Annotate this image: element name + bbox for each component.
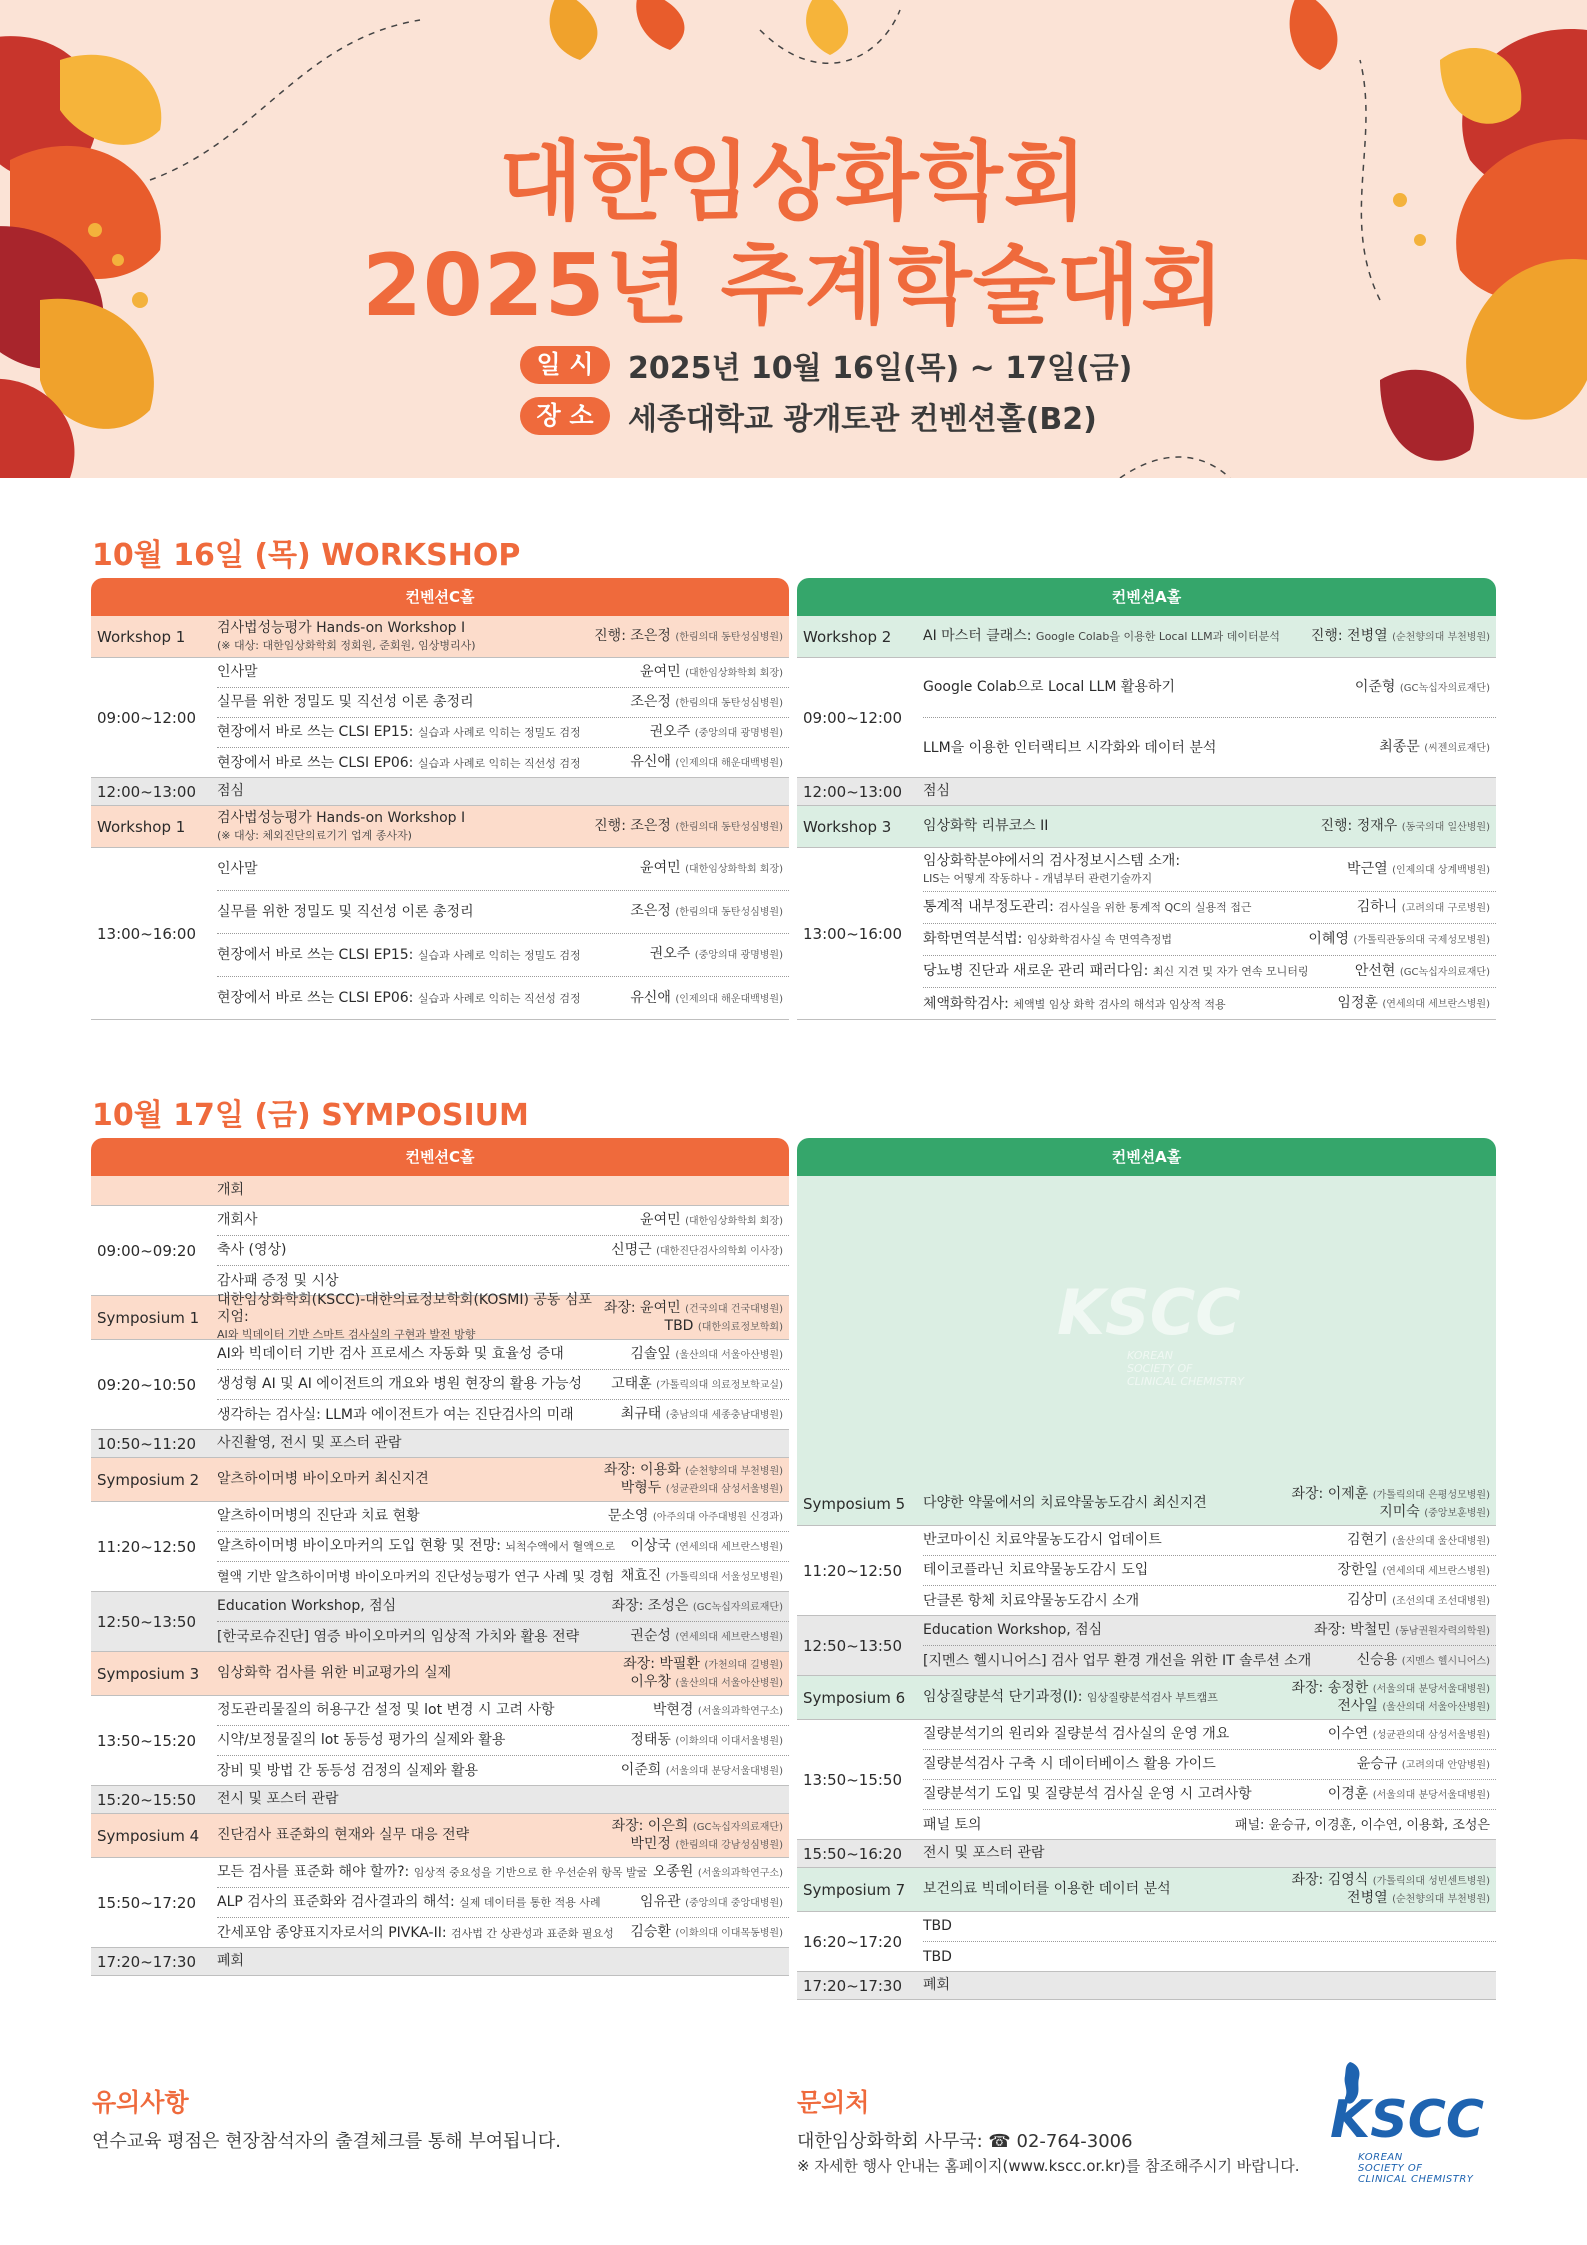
session-label: Workshop 1: [97, 627, 186, 646]
hall-c-header: 컨벤션C홀: [91, 1138, 789, 1176]
symposium6-row: Symposium 6 임상질량분석 단기과정(I): 임상질량분석검사 부트캠프 좌장: 송정한 (서울의대 분당서울대병원) 전사일 (울산의대 서울아산병원): [797, 1676, 1496, 1720]
time-slot: 09:00~12:00: [97, 708, 197, 727]
list-item: Education Workshop, 점심 좌장: 박철민 (동남권원자력의학원): [923, 1616, 1496, 1646]
notice-title: 유의사항: [92, 2088, 189, 2117]
break-row: 10:50~11:20 사진촬영, 전시 및 포스터 관람: [91, 1430, 789, 1458]
contact-note: ※ 자세한 행사 안내는 홈페이지(www.kscc.or.kr)를 참조해주시기 바랍니다.: [797, 2157, 1300, 2175]
workshop2-row: Workshop 2 AI 마스터 클래스: Google Colab을 이용한 Local LLM과 데이터분석 진행: 전병열 (순천향의대 부천병원): [797, 616, 1496, 658]
list-item: TBD: [923, 1948, 952, 1965]
list-item: 실무를 위한 정밀도 및 직선성 이론 총정리 조은정 (한림의대 동탄성심병원): [217, 688, 789, 718]
session-title: 검사법성능평가 Hands-on Workshop I (※ 대상: 대한임상화학회 정회원, 준회원, 임상병리사): [217, 619, 476, 652]
session-block: 11:20~12:50 반코마이신 치료약물농도감시 업데이트 김현기 (울산의대 울산대병원) 테이코플라닌 치료약물농도감시 도입 장한일 (연세의대 세브란스병원) 단클론 항체 치료약물농도감시 소개 김상미 (조선의대 조선대병원): [797, 1526, 1496, 1616]
session-block: 15:50~17:20 모든 검사를 표준화 해야 할까?: 임상적 중요성을 기반으로 한 우선순위 항목 발굴 오종원 (서울의과학연구소) ALP 검사의 표준화와 검사결과의 해석: 실제 데이터를 통한 적용 사례 임유관 (중앙의대 중앙대병원) 간세포암 종양표지자로서의 PIVKA-II: 검사법 간 상관성과 표준화 필요성 김승환 (이화의대 이대목동병원): [91, 1858, 789, 1948]
list-item: 통계적 내부정도관리: 검사실을 위한 통계적 QC의 실용적 접근 김하니 (고려의대 구로병원): [923, 892, 1496, 924]
symposium4-row: Symposium 4 진단검사 표준화의 현재와 실무 대응 전략 좌장: 이은희 (GC녹십자의료재단) 박민정 (한림의대 강남성심병원): [91, 1814, 789, 1858]
list-item: [지멘스 헬시니어스] 검사 업무 환경 개선을 위한 IT 솔루션 소개 신승용 (지멘스 헬시니어스): [923, 1652, 1490, 1669]
list-item: 생성형 AI 및 AI 에이전트의 개요와 병원 현장의 활용 가능성 고태훈 (가톨릭의대 의료정보학교실): [217, 1370, 789, 1400]
session-chair: 진행: 조은정 (한림의대 동탄성심병원): [594, 627, 783, 644]
list-item: 축사 (영상) 신명근 (대한진단검사의학회 이사장): [217, 1236, 789, 1266]
list-item: 개회사 윤여민 (대한임상화학회 회장): [217, 1206, 789, 1236]
list-item: 정도관리물질의 허용구간 설정 및 lot 변경 시 고려 사항 박현경 (서울의과학연구소): [217, 1696, 789, 1726]
list-item: 반코마이신 치료약물농도감시 업데이트 김현기 (울산의대 울산대병원): [923, 1526, 1496, 1556]
session-block: 13:00~16:00 인사말 윤여민 (대한임상화학회 회장) 실무를 위한 정밀도 및 직선성 이론 총정리 조은정 (한림의대 동탄성심병원) 현장에서 바로 쓰는 CLSI EP15: 실습과 사례로 익히는 정밀도 검정 권오주 (중앙의대 광명병원) 현장에서 바로 쓰는 CLSI EP06: 실습과 사례로 익히는 직선성 검정 유신애 (인제의대 해운대백병원): [91, 848, 789, 1020]
date-label: 일 시: [520, 346, 610, 384]
list-item: 생각하는 검사실: LLM과 에이전트가 여는 진단검사의 미래 최규태 (충남의대 세종충남대병원): [217, 1406, 783, 1423]
date-row: [520, 345, 1132, 385]
list-item: TBD: [923, 1912, 1496, 1942]
list-item: 질량분석기의 원리와 질량분석 검사실의 운영 개요 이수연 (성균관의대 삼성서울병원): [923, 1720, 1496, 1750]
list-item: 모든 검사를 표준화 해야 할까?: 임상적 중요성을 기반으로 한 우선순위 항목 발굴 오종원 (서울의과학연구소): [217, 1858, 789, 1888]
day2-hall-c-table: [91, 1138, 789, 1976]
break-row: 15:50~16:20 전시 및 포스터 관람: [797, 1840, 1496, 1868]
contact-title: 문의처: [797, 2088, 870, 2117]
education-block: 12:50~13:50 Education Workshop, 점심 좌장: 박철민 (동남권원자력의학원) [지멘스 헬시니어스] 검사 업무 환경 개선을 위한 IT 솔루션 소개 신승용 (지멘스 헬시니어스): [797, 1616, 1496, 1676]
symposium7-row: Symposium 7 보건의료 빅데이터를 이용한 데이터 분석 좌장: 김영식 (가톨릭의대 성빈센트병원) 전병열 (순천향의대 부천병원): [797, 1868, 1496, 1912]
closing-row: 17:20~17:30 폐회: [91, 1948, 789, 1976]
event-title-line2: 2025년 추계학술대회: [362, 236, 1225, 336]
list-item: ALP 검사의 표준화와 검사결과의 해석: 실제 데이터를 통한 적용 사례 임유관 (중앙의대 중앙대병원): [217, 1888, 789, 1918]
day1-hall-c-table: [91, 578, 789, 1020]
venue-label: 장 소: [520, 397, 610, 435]
notice-text: 연수교육 평점은 현장참석자의 출결체크를 통해 부여됩니다.: [92, 2131, 562, 2152]
session-block: 09:00~09:20 개회사 윤여민 (대한임상화학회 회장) 축사 (영상) 신명근 (대한진단검사의학회 이사장) 감사패 증정 및 시상: [91, 1206, 789, 1296]
list-item: 현장에서 바로 쓰는 CLSI EP06: 실습과 사례로 익히는 직선성 검정 유신애 (인제의대 해운대백병원): [217, 754, 783, 771]
workshop1-row: [91, 616, 789, 658]
day1-hall-a-table: [797, 578, 1496, 1020]
list-item: 임상화학분야에서의 검사정보시스템 소개: LIS는 어떻게 작동하나 - 개념부터 관련기술까지 박근열 (인제의대 상계백병원): [923, 848, 1496, 892]
header-banner: [0, 0, 1587, 478]
watermark-area: [797, 1176, 1496, 1482]
symposium2-row: Symposium 2 알츠하이머병 바이오마커 최신지견 좌장: 이용화 (순천향의대 부천병원) 박형두 (성균관의대 삼성서울병원): [91, 1458, 789, 1502]
session-block: 16:20~17:20 TBD TBD: [797, 1912, 1496, 1972]
list-item: [한국로슈진단] 염증 바이오마커의 임상적 가치와 활용 전략 권순성 (연세의대 세브란스병원): [217, 1628, 783, 1645]
list-item: 체액화학검사: 체액별 임상 화학 검사의 해석과 임상적 적용 임정훈 (연세의대 세브란스병원): [923, 995, 1490, 1012]
session-block: 13:50~15:20 정도관리물질의 허용구간 설정 및 lot 변경 시 고려 사항 박현경 (서울의과학연구소) 시약/보정물질의 lot 동등성 평가의 실제와 활용 정태동 (이화의대 이대서울병원) 장비 및 방법 간 동등성 검정의 실제와 활용 이준희 (서울의대 분당서울대병원): [91, 1696, 789, 1786]
list-item: 테이코플라닌 치료약물농도감시 도입 장한일 (연세의대 세브란스병원): [923, 1556, 1496, 1586]
session-block: 13:50~15:50 질량분석기의 원리와 질량분석 검사실의 운영 개요 이수연 (성균관의대 삼성서울병원) 질량분석검사 구축 시 데이터베이스 활용 가이드 윤승규 (고려의대 안암병원) 질량분석기 도입 및 질량분석 검사실 운영 시 고려사항 이경훈 (서울의대 분당서울대병원) 패널 토의 패널: 윤승규, 이경훈, 이수연, 이용화, 조성은: [797, 1720, 1496, 1840]
session-block: 09:00~12:00 Google Colab으로 Local LLM 활용하기 이준형 (GC녹십자의료재단) LLM을 이용한 인터랙티브 시각화와 데이터 분석 최종문 (씨젠의료재단): [797, 658, 1496, 778]
education-block: 12:50~13:50 Education Workshop, 점심 좌장: 조성은 (GC녹십자의료재단) [한국로슈진단] 염증 바이오마커의 임상적 가치와 활용 전략 권순성 (연세의대 세브란스병원): [91, 1592, 789, 1652]
date-value: 2025년 10월 16일(목) ~ 17일(금): [628, 351, 1133, 386]
list-item: 인사말 윤여민 (대한임상화학회 회장): [217, 658, 789, 688]
list-item: 현장에서 바로 쓰는 CLSI EP06: 실습과 사례로 익히는 직선성 검정 유신애 (인제의대 해운대백병원): [217, 989, 783, 1006]
list-item: 화학면역분석법: 임상화학검사실 속 면역측정법 이혜영 (가톨릭관동의대 국제성모병원): [923, 924, 1496, 956]
list-item: 질량분석기 도입 및 질량분석 검사실 운영 시 고려사항 이경훈 (서울의대 분당서울대병원): [923, 1780, 1496, 1810]
list-item: 혈액 기반 알츠하이머병 바이오마커의 진단성능평가 연구 사례 및 경험 채효진 (가톨릭의대 서울성모병원): [217, 1568, 783, 1585]
list-item: 알츠하이머병 바이오마커의 도입 현황 및 전망: 뇌척수액에서 혈액으로 이상국 (연세의대 세브란스병원): [217, 1532, 789, 1562]
list-item: 단클론 항체 치료약물농도감시 소개 김상미 (조선의대 조선대병원): [923, 1592, 1490, 1609]
list-item: AI와 빅데이터 기반 검사 프로세스 자동화 및 효율성 증대 김솔잎 (울산의대 서울아산병원): [217, 1340, 789, 1370]
hall-a-header: 컨벤션A홀: [797, 1138, 1496, 1176]
list-item: 당뇨병 진단과 새로운 관리 패러다임: 최신 지견 및 자가 연속 모니터링 안선현 (GC녹십자의료재단): [923, 956, 1496, 988]
symposium3-row: Symposium 3 임상화학 검사를 위한 비교평가의 실제 좌장: 박필환 (가천의대 길병원) 이우창 (울산의대 서울아산병원): [91, 1652, 789, 1696]
list-item: 시약/보정물질의 lot 동등성 평가의 실제와 활용 정태동 (이화의대 이대서울병원): [217, 1726, 789, 1756]
symposium5-row: Symposium 5 다양한 약물에서의 치료약물농도감시 최신지견 좌장: 이제훈 (가톨릭의대 은평성모병원) 지미숙 (중앙보훈병원): [797, 1482, 1496, 1526]
list-item: LLM을 이용한 인터랙티브 시각화와 데이터 분석 최종문 (씨젠의료재단): [923, 739, 1490, 756]
session-block: 13:00~16:00 임상화학분야에서의 검사정보시스템 소개: LIS는 어떻게 작동하나 - 개념부터 관련기술까지 박근열 (인제의대 상계백병원) 통계적 내부정도관리: 검사실을 위한 통계적 QC의 실용적 접근 김하니 (고려의대 구로병원) 화학면역분석법: 임상화학검사실 속 면역측정법 이혜영 (가톨릭관동의대 국제성모병원) 당뇨병 진단과 새로운 관리 패러다임: 최신 지견 및 자가 연속 모니터링 안선현 (GC녹십자의료재단) 체액화학검사: 체액별 임상 화학 검사의 해석과 임상적 적용 임정훈 (연세의대 세브란스병원): [797, 848, 1496, 1020]
hall-a-header: 컨벤션A홀: [797, 578, 1496, 616]
break-row: 15:20~15:50 전시 및 포스터 관람: [91, 1786, 789, 1814]
venue-value: 세종대학교 광개토관 컨벤션홀(B2): [628, 402, 1097, 437]
list-item: 장비 및 방법 간 동등성 검정의 실제와 활용 이준희 (서울의대 분당서울대병원): [217, 1762, 783, 1779]
workshop1b-row: Workshop 1 검사법성능평가 Hands-on Workshop I (※ 대상: 체외진단의료기기 업계 종사자) 진행: 조은정 (한림의대 동탄성심병원): [91, 806, 789, 848]
day2-heading: 10월 17일 (금) SYMPOSIUM: [92, 1098, 529, 1133]
list-item: 인사말 윤여민 (대한임상화학회 회장): [217, 848, 789, 891]
session-block: [91, 658, 789, 778]
workshop3-row: Workshop 3 임상화학 리뷰코스 II 진행: 정재우 (동국의대 일산병원): [797, 806, 1496, 848]
contact-text: 대한임상화학회 사무국: ☎ 02-764-3006: [797, 2131, 1133, 2152]
list-item: 알츠하이머병의 진단과 치료 현황 문소영 (아주의대 아주대병원 신경과): [217, 1502, 789, 1532]
opening-row: 개회: [91, 1176, 789, 1206]
list-item: 실무를 위한 정밀도 및 직선성 이론 총정리 조은정 (한림의대 동탄성심병원): [217, 891, 789, 934]
symposium1-row: Symposium 1 대한임상화학회(KSCC)-대한의료정보학회(KOSMI) 공동 심포지엄: AI와 빅데이터 기반 스마트 검사실의 구현과 발전 방향 좌장: 윤여민 (건국의대 건국대병원) TBD (대한의료정보학회): [91, 1296, 789, 1340]
session-block: 11:20~12:50 알츠하이머병의 진단과 치료 현황 문소영 (아주의대 아주대병원 신경과) 알츠하이머병 바이오마커의 도입 현황 및 전망: 뇌척수액에서 혈액으로 이상국 (연세의대 세브란스병원) 혈액 기반 알츠하이머병 바이오마커의 진단성능평가 연구 사례 및 경험 채효진 (가톨릭의대 서울성모병원): [91, 1502, 789, 1592]
day1-heading: 10월 16일 (목) WORKSHOP: [92, 538, 521, 573]
lunch-row: 12:00~13:00 점심: [91, 778, 789, 806]
list-item: 패널 토의 패널: 윤승규, 이경훈, 이수연, 이용화, 조성은: [923, 1816, 1490, 1833]
list-item: 간세포암 종양표지자로서의 PIVKA-II: 검사법 간 상관성과 표준화 필요성 김승환 (이화의대 이대목동병원): [217, 1924, 783, 1941]
event-title-line1: 대한임상화학회: [499, 132, 1088, 232]
kscc-watermark-logo: KSCC KOREAN SOCIETY OF CLINICAL CHEMISTRY: [1057, 1276, 1245, 1388]
session-block: 09:20~10:50 AI와 빅데이터 기반 검사 프로세스 자동화 및 효율성 증대 김솔잎 (울산의대 서울아산병원) 생성형 AI 및 AI 에이전트의 개요와 병원 현장의 활용 가능성 고태훈 (가톨릭의대 의료정보학교실) 생각하는 검사실: LLM과 에이전트가 여는 진단검사의 미래 최규태 (충남의대 세종충남대병원): [91, 1340, 789, 1430]
list-item: Google Colab으로 Local LLM 활용하기 이준형 (GC녹십자의료재단): [923, 658, 1496, 718]
hall-c-header: 컨벤션C홀: [91, 578, 789, 616]
list-item: 현장에서 바로 쓰는 CLSI EP15: 실습과 사례로 익히는 정밀도 검정 권오주 (중앙의대 광명병원): [217, 934, 789, 977]
list-item: Education Workshop, 점심 좌장: 조성은 (GC녹십자의료재단): [217, 1592, 789, 1622]
closing-row: 17:20~17:30 폐회: [797, 1972, 1496, 2000]
venue-row: [520, 396, 1097, 436]
day2-hall-a-table: [797, 1138, 1496, 2000]
list-item: 질량분석검사 구축 시 데이터베이스 활용 가이드 윤승규 (고려의대 안암병원): [923, 1750, 1496, 1780]
list-item: 현장에서 바로 쓰는 CLSI EP15: 실습과 사례로 익히는 정밀도 검정 권오주 (중앙의대 광명병원): [217, 718, 789, 748]
list-item: 감사패 증정 및 시상: [217, 1272, 339, 1289]
lunch-row: 12:00~13:00 점심: [797, 778, 1496, 806]
